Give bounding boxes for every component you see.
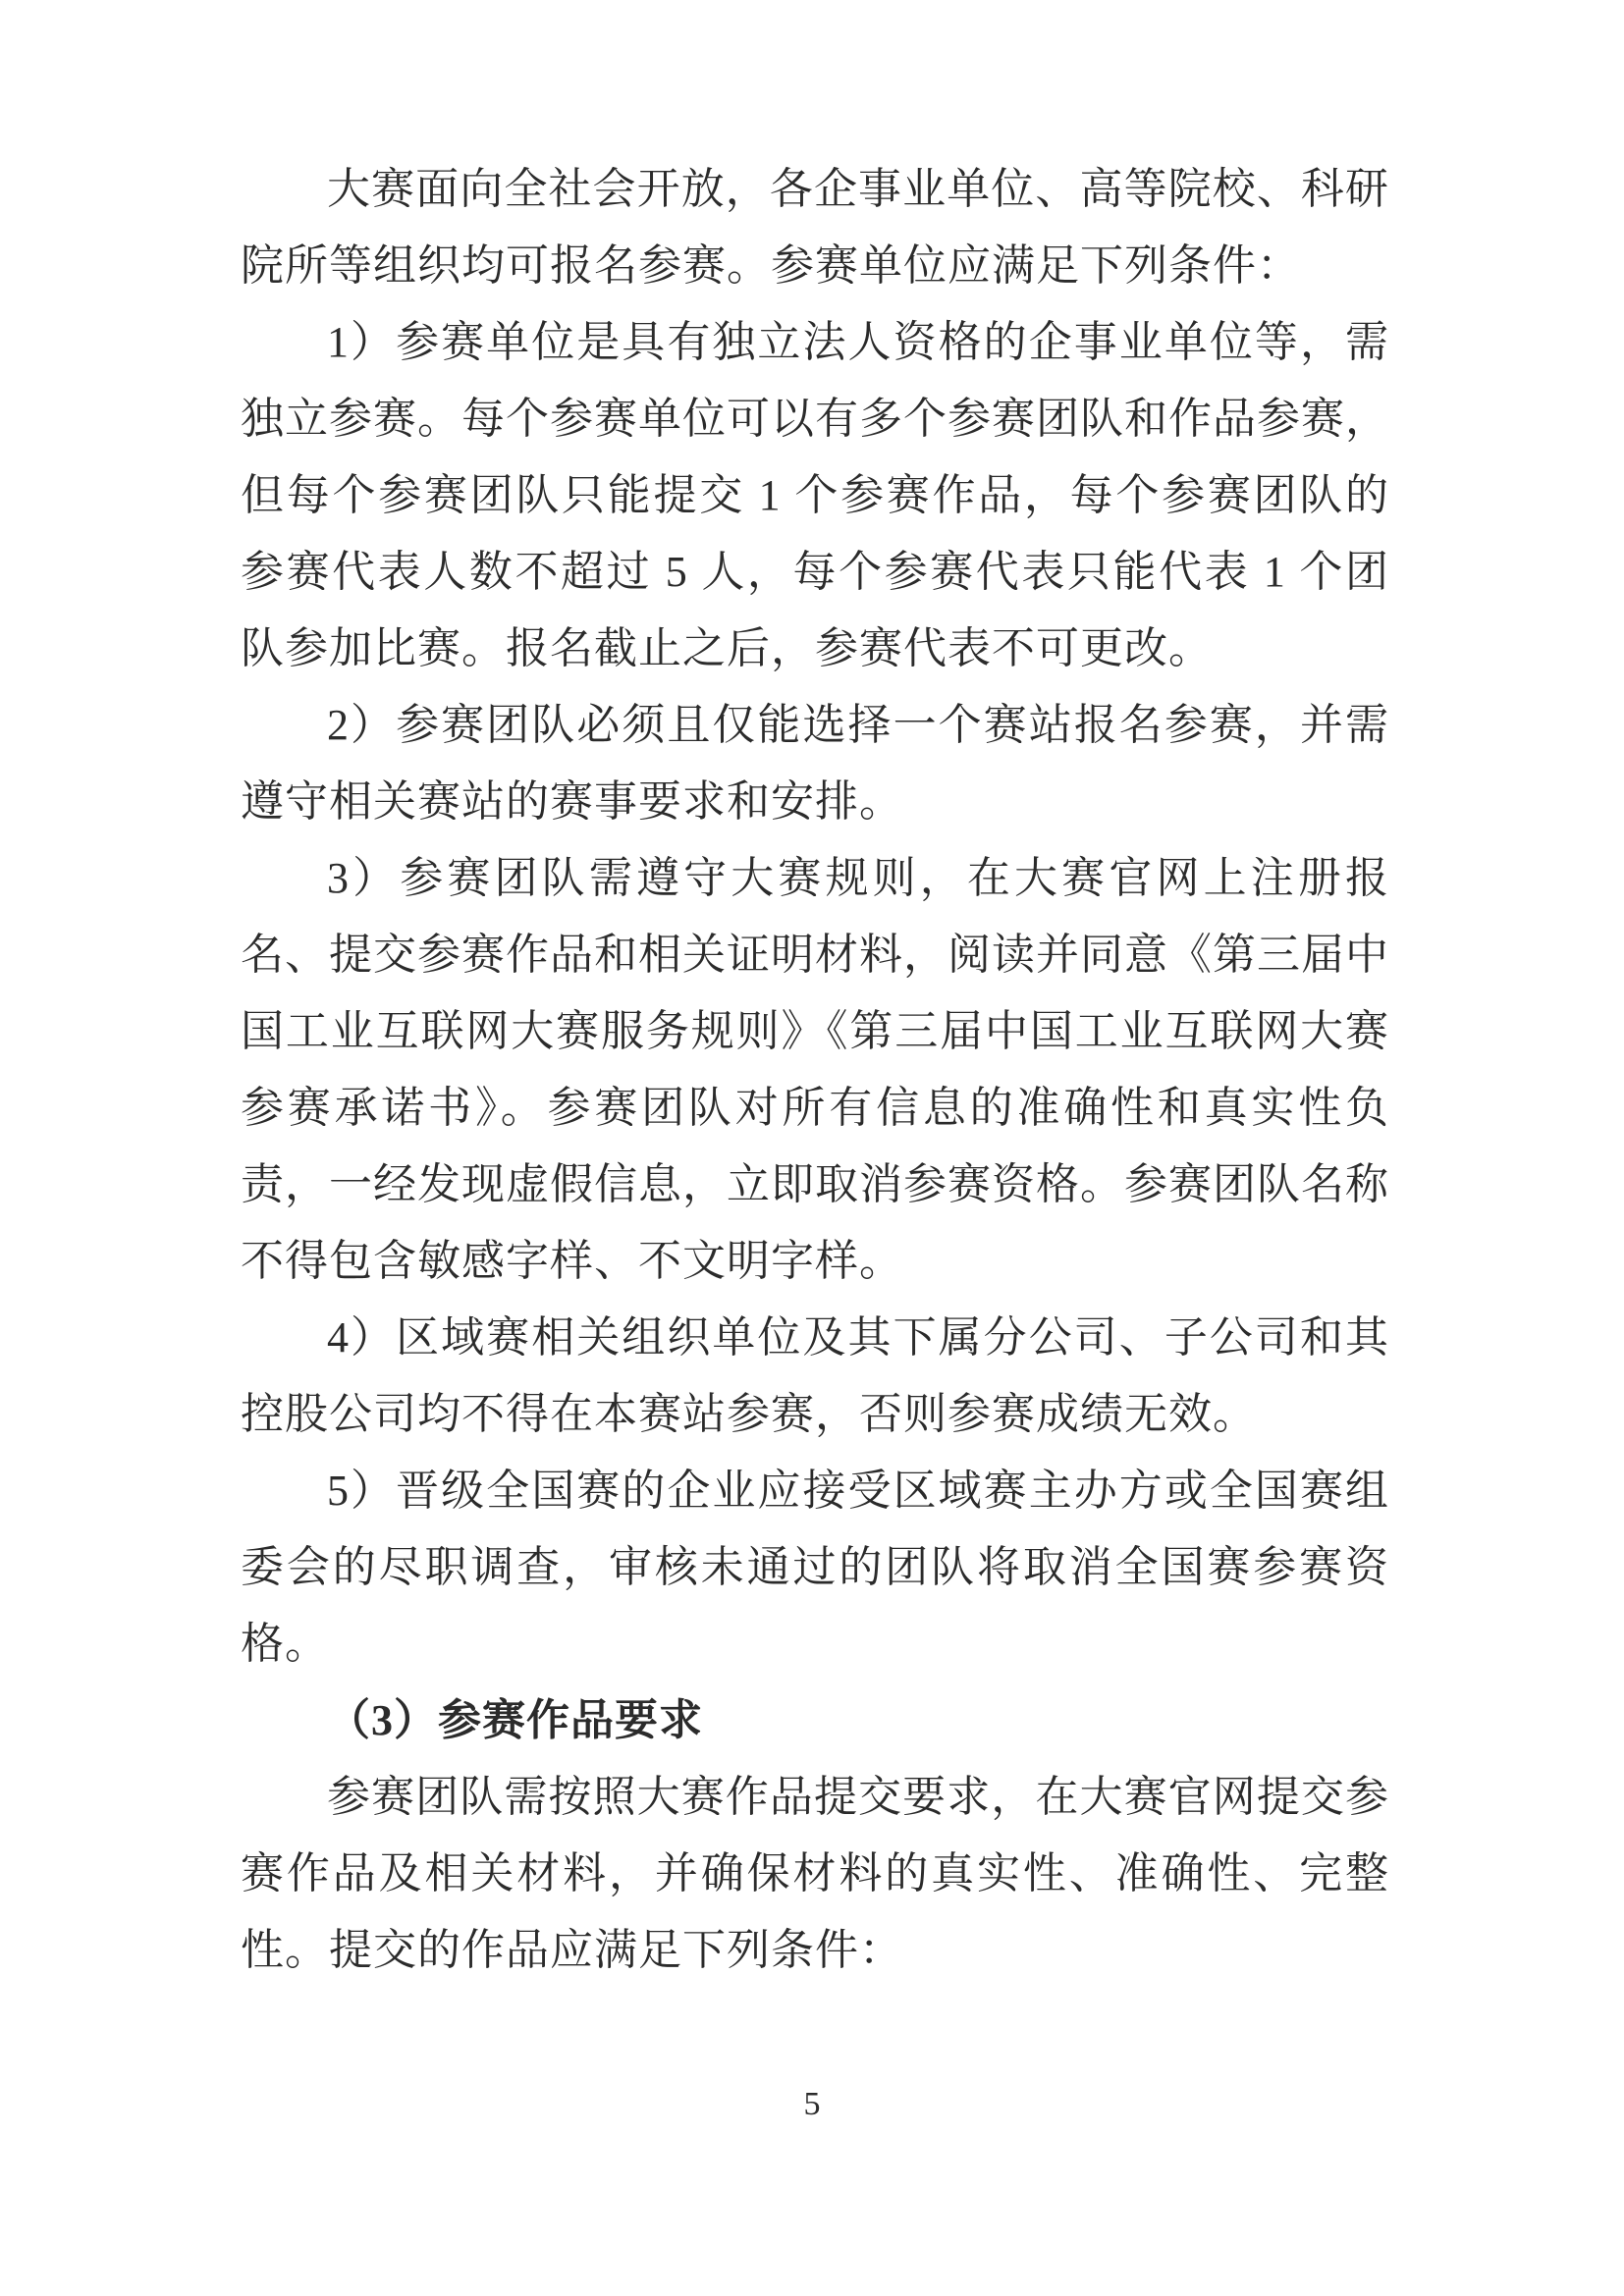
document-body bbox=[241, 151, 1389, 1989]
paragraph: 5）晋级全国赛的企业应接受区域赛主办方或全国赛组委会的尽职调查，审核未通过的团队将取消全国赛参赛资格。 bbox=[241, 1467, 1389, 1668]
paragraph: 大赛面向全社会开放，各企事业单位、高等院校、科研院所等组织均可报名参赛。参赛单位应满足下列条件： bbox=[241, 165, 1389, 290]
page-number: 5 bbox=[803, 2086, 821, 2122]
section-heading: （3）参赛作品要求 bbox=[327, 1696, 703, 1744]
paragraph: 3）参赛团队需遵守大赛规则，在大赛官网上注册报名、提交参赛作品和相关证明材料，阅读并同意《第三届中国工业互联网大赛服务规则》《第三届中国工业互联网大赛参赛承诺书》。参赛团队对所有信息的准确性和真实性负责，一经发现虚假信息，立即取消参赛资格。参赛团队名称不得包含敏感字样、不文明字样。 bbox=[241, 854, 1389, 1285]
paragraph: 2）参赛团队必须且仅能选择一个赛站报名参赛，并需遵守相关赛站的赛事要求和安排。 bbox=[241, 701, 1389, 826]
paragraph: 4）区域赛相关组织单位及其下属分公司、子公司和其控股公司均不得在本赛站参赛，否则参赛成绩无效。 bbox=[241, 1313, 1389, 1438]
paragraph: 1）参赛单位是具有独立法人资格的企事业单位等，需独立参赛。每个参赛单位可以有多个参赛团队和作品参赛，但每个参赛团队只能提交 1 个参赛作品，每个参赛团队的参赛代表人数不超过 5 人，每个参赛代表只能代表 1 个团队参加比赛。报名截止之后，参赛代表不可更改。 bbox=[241, 318, 1389, 672]
paragraph: 参赛团队需按照大赛作品提交要求，在大赛官网提交参赛作品及相关材料，并确保材料的真实性、准确性、完整性。提交的作品应满足下列条件： bbox=[241, 1773, 1389, 1974]
